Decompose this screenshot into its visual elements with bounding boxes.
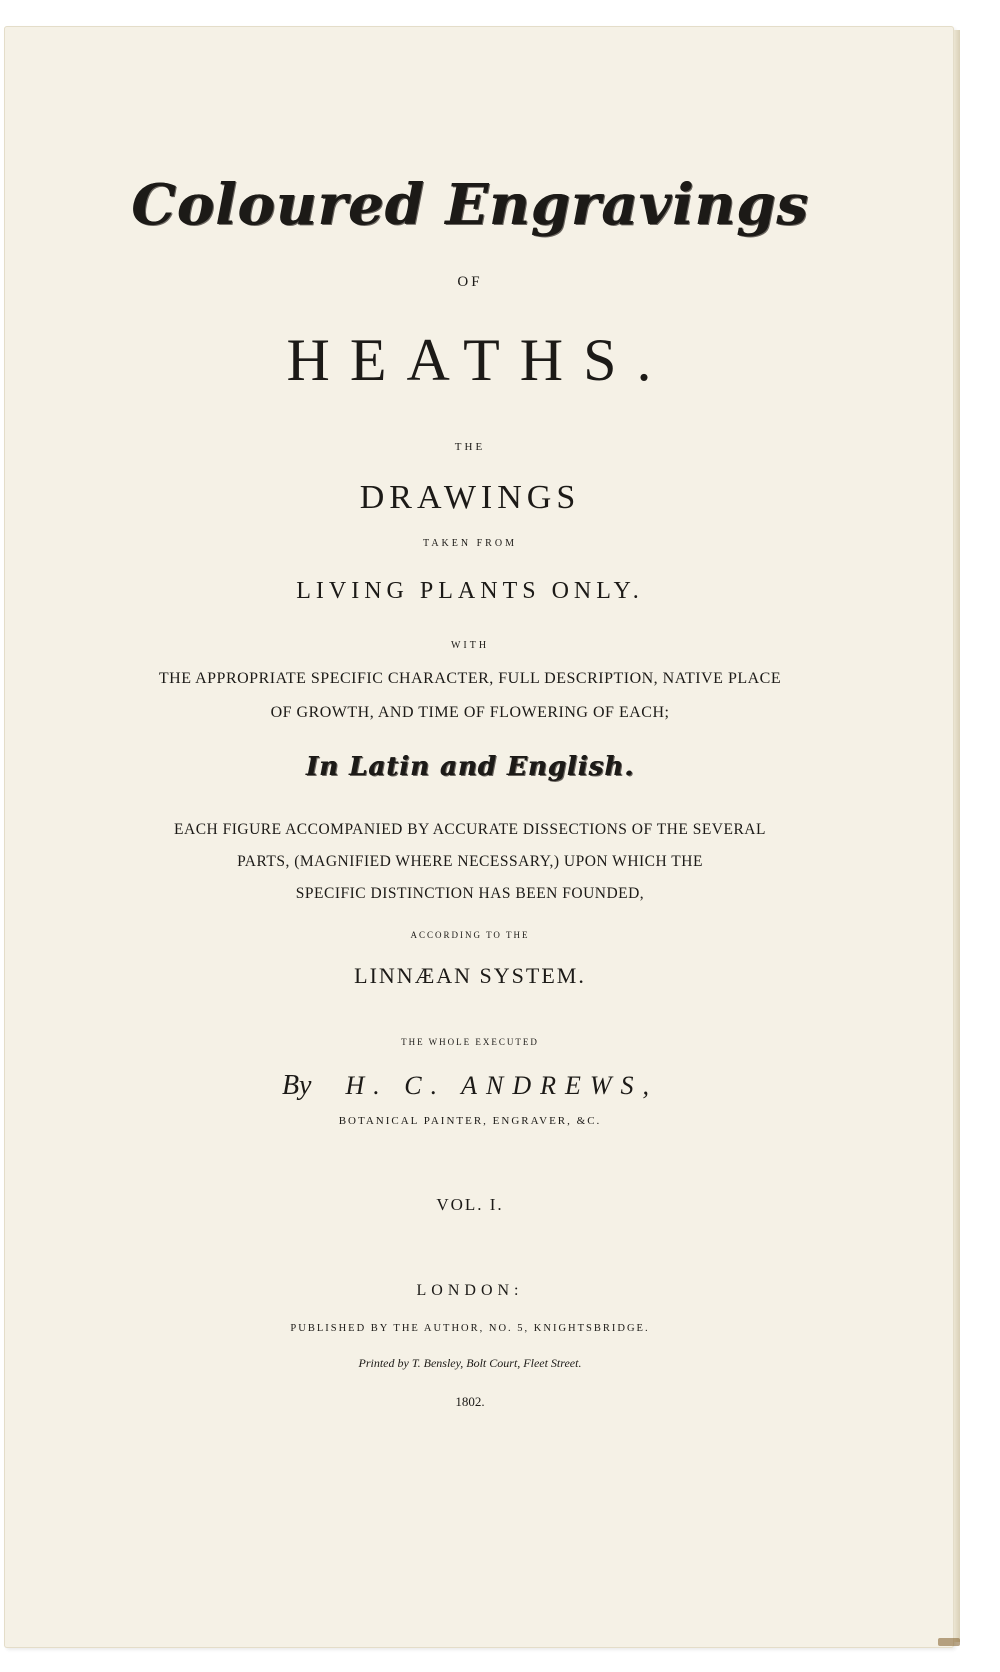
of-label: OF (457, 274, 483, 290)
figure-line-2: PARTS, (MAGNIFIED WHERE NECESSARY,) UPON WHICH THE (237, 853, 703, 870)
whole-executed-label: THE WHOLE EXECUTED (401, 1037, 539, 1047)
the-label: THE (454, 441, 486, 453)
year-label: 1802. (455, 1394, 485, 1409)
volume-label: VOL. I. (436, 1195, 504, 1214)
taken-from-label: TAKEN FROM (423, 538, 517, 549)
living-plants-heading: LIVING PLANTS ONLY. (296, 578, 644, 604)
city-label: LONDON: (416, 1282, 524, 1299)
page-edge (954, 30, 960, 1642)
printer-line: Printed by T. Bensley, Bolt Court, Fleet Street. (358, 1356, 582, 1370)
author-name: H. C. ANDREWS, (345, 1071, 659, 1100)
page-corner (938, 1638, 960, 1646)
title-blackletter: Coloured Engravings (131, 172, 809, 238)
author-role: BOTANICAL PAINTER, ENGRAVER, &C. (338, 1115, 602, 1127)
according-to-label: ACCORDING TO THE (410, 930, 530, 940)
by-label: By (281, 1070, 312, 1101)
author-line (0, 1070, 940, 1102)
description-line-1: THE APPROPRIATE SPECIFIC CHARACTER, FULL DESCRIPTION, NATIVE PLACE (158, 670, 782, 687)
drawings-heading: DRAWINGS (359, 479, 581, 516)
with-label: WITH (450, 640, 490, 651)
publisher-line: PUBLISHED BY THE AUTHOR, NO. 5, KNIGHTSBRIDGE. (290, 1323, 650, 1334)
figure-line-3: SPECIFIC DISTINCTION HAS BEEN FOUNDED, (295, 885, 645, 902)
description-line-2: OF GROWTH, AND TIME OF FLOWERING OF EACH; (270, 704, 670, 721)
latin-english-line: In Latin and English. (305, 752, 635, 782)
main-title: HEATHS. (286, 327, 672, 393)
figure-line-1: EACH FIGURE ACCOMPANIED BY ACCURATE DISSECTIONS OF THE SEVERAL (174, 821, 766, 838)
system-heading: LINNÆAN SYSTEM. (354, 963, 586, 988)
